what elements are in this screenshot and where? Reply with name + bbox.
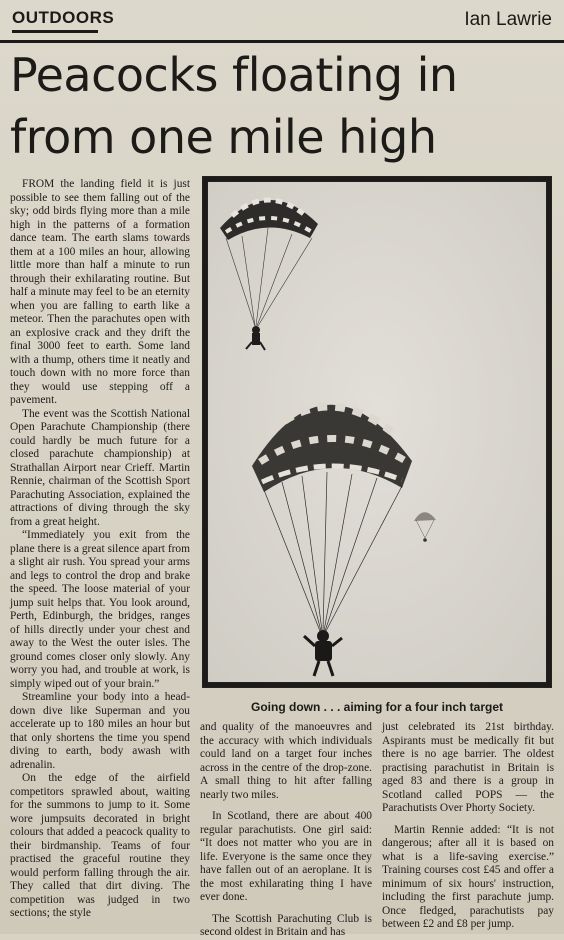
paragraph: The event was the Scottish National Open Parachute Championship (there could hardly be much future for a closed parachute championship) at Strathallan Airport near Crieff. Martin Rennie, chairman of the Scottish Sport Parachuting Association, explained the attractions of diving through the sky from a great height. xyxy=(10,407,190,528)
paragraph: just celebrated its 21st birthday. Aspirants must be medically fit but there is no age barrier. The oldest practising parachutist in Britain is aged 83 and there is a group in Scotland called POPS — the Parachutists Over Phorty Society. xyxy=(382,721,554,814)
article-column-2 xyxy=(200,721,372,940)
article-column-3 xyxy=(382,721,554,932)
paragraph: FROM the landing field it is just possible to see them falling out of the sky; odd birds flying more than a mile high in the patterns of a formation dance team. The earth slams towards them at a 100 miles an hour, allowing little more than half a minute to run through their exhilarating routine. But half a minute may feel to be an eternity when you are falling to earth like a meteor. Then the parachutes open with an explosive crack and they drift the final 3000 feet to earth. Some land with a thump, others time it neatly and touch down with no more force than they would use stepping off a pavement. xyxy=(10,178,190,406)
section-label: OUTDOORS xyxy=(12,8,115,27)
byline: Ian Lawrie xyxy=(464,9,552,30)
article-column-1 xyxy=(10,178,190,921)
section-underline xyxy=(12,30,98,33)
paragraph: The Scottish Parachuting Club is second oldest in Britain and has xyxy=(200,912,372,938)
photo-caption: Going down . . . aiming for a four inch target xyxy=(251,700,503,714)
parachute-image xyxy=(202,176,552,688)
headline-line-1: Peacocks floating in xyxy=(10,48,458,102)
paragraph: and quality of the manoeuvres and the accuracy with which individuals could land on a target four inches across in the centre of the drop-zone. A small thing to hit after falling nearly two miles. xyxy=(200,721,372,801)
paragraph: In Scotland, there are about 400 regular parachutists. One girl said: “It does not matter who you are in life. Everyone is the same once they have fallen out of an aeroplane. It is the most exhilarating thing I have ever done. xyxy=(200,810,372,903)
paragraph: Martin Rennie added: “It is not dangerous; after all it is based on what is a life-saving exercise.” Training courses cost £45 and offer a minimum of six hours' instruction, including the first parachute jump. Once fledged, parachutists pay between £2 and £8 per jump. xyxy=(382,823,554,930)
parachute-photo xyxy=(202,176,552,688)
paragraph: Streamline your body into a head-down dive like Superman and you accelerate up to 180 miles an hour but that only shortens the time you spend diving to earth, body awash with adrenalin. xyxy=(10,691,190,771)
section-header xyxy=(0,0,564,43)
paragraph: “Immediately you exit from the plane there is a great silence apart from a slight air rush. You spread your arms and legs to control the drop and brake the speed. The loose material of your jump suit helps that. You look around, Perth, Edinburgh, the bridges, ranges of hills directly under your chest and away to the West the outer isles. The ground comes closer only slowly. Any worry you had, and trouble at work, is simply wiped out of your brain.” xyxy=(10,529,190,690)
headline-line-2: from one mile high xyxy=(10,110,437,164)
headline xyxy=(10,44,554,168)
paragraph: On the edge of the airfield competitors sprawled about, waiting for the summons to jump to it. Some wore jumpsuits decorated in bright colours that added a peacock quality to their birdmanship. Teams of four practised the graceful routine they would perform falling through the air. They called that dirt diving. The competition was judged in two sections; the style xyxy=(10,772,190,919)
